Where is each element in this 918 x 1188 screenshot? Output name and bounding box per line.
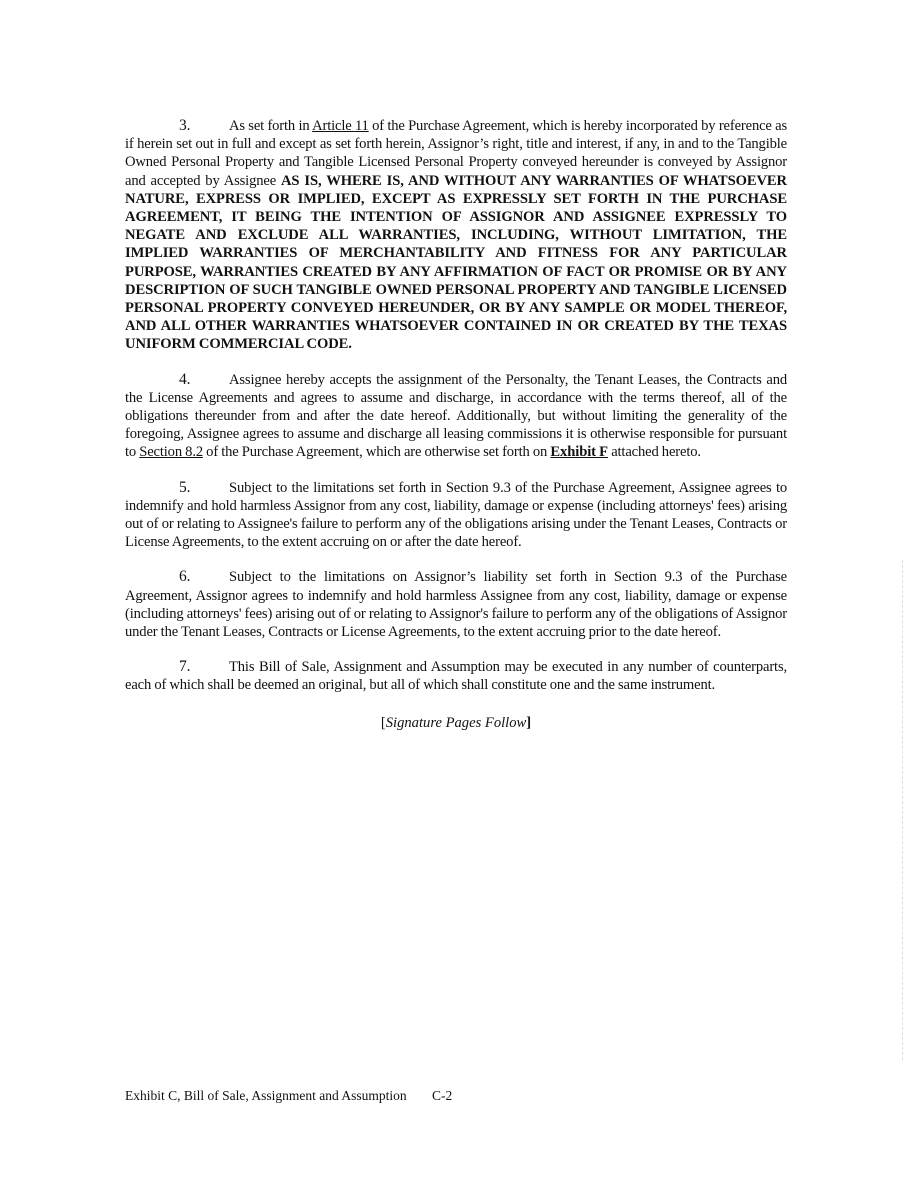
footer-title: Exhibit C, Bill of Sale, Assignment and Assumption [125, 1088, 407, 1103]
paragraph-text: of the Purchase Agreement, which is hereby incorporated by reference as if herein set out in full and except as set forth herein, Assignor’s right, title and interest, if any, in and to the Tangible Owned Personal Property and Tangible Licensed Personal Property conveyed hereunder is conveyed by Assignor and accepted by Assignee [125, 118, 787, 189]
paragraph-7 [125, 658, 787, 694]
scan-edge-artifact [902, 560, 903, 1060]
paragraph-number: 4. [179, 370, 191, 388]
paragraph-number: 7. [179, 658, 191, 676]
cross-reference-link: Article 11 [312, 118, 369, 134]
paragraph-6 [125, 568, 787, 641]
page-footer [125, 1088, 452, 1104]
paragraph-text: of the Purchase Agreement, which are otherwise set forth on [202, 444, 551, 461]
paragraph-text: This Bill of Sale, Assignment and Assumption may be executed in any number of counterparts, each of which shall be deemed an original, but all of which shall constitute one and the same instrument. [125, 659, 787, 694]
paragraph-number: 5. [179, 478, 191, 496]
bracket-open: [ [380, 714, 386, 731]
cross-reference-link: Section 8.2 [139, 444, 203, 461]
signature-note-text: Signature Pages Follow [385, 714, 527, 731]
paragraph-5 [125, 479, 787, 552]
cross-reference-link: Exhibit F [550, 444, 608, 461]
paragraph-text: Subject to the limitations set forth in Section 9.3 of the Purchase Agreement, Assignee agrees to indemnify and hold harmless Assignor from any cost, liability, damage or expense (including attorneys' fees) arising out of or relating to Assignee's failure to perform any of the obligations arising under the Tenant Leases, Contracts or License Agreements, to the extent accruing on or after the date hereof. [125, 479, 787, 551]
document-body [125, 117, 787, 732]
paragraph-number: 6. [179, 568, 191, 586]
paragraph-text: Subject to the limitations on Assignor’s liability set forth in Section 9.3 of the Purchase Agreement, Assignor agrees to indemnify and hold harmless Assignee from any cost, liability, damage or expense (including attorneys' fees) arising out of or relating to Assignor's failure to perform any of the obligations of Assignor under the Tenant Leases, Contracts or License Agreements, to the extent accruing prior to the date hereof. [125, 569, 787, 641]
paragraph-number: 3. [179, 117, 191, 134]
paragraph-4 [125, 371, 787, 462]
signature-pages-note [125, 715, 787, 732]
paragraph-text: Assignee hereby accepts the assignment of the Personalty, the Tenant Leases, the Contracts and the License Agreements and agrees to assume and discharge, in accordance with the terms thereof, all of the obligations thereunder from and after the date hereof. Additionally, but without limiting the generality of the foregoing, Assignee agrees to assume and discharge all leasing commissions it is otherwise responsible for pursuant to [125, 371, 787, 461]
paragraph-list [125, 117, 787, 695]
page-number: C-2 [432, 1088, 453, 1103]
paragraph-text: AS IS, WHERE IS, AND WITHOUT ANY WARRANTIES OF WHATSOEVER NATURE, EXPRESS OR IMPLIED, EXCEPT AS EXPRESSLY SET FORTH IN THE PURCHASE AGREEMENT, IT BEING THE INTENTION OF ASSIGNOR AND ASSIGNEE EXPRESSLY TO NEGATE AND EXCLUDE ALL WARRANTIES, INCLUDING, WITHOUT LIMITATION, THE IMPLIED WARRANTIES OF MERCHANTABILITY AND FITNESS FOR ANY PARTICULAR PURPOSE, WARRANTIES CREATED BY ANY AFFIRMATION OF FACT OR PROMISE OR BY ANY DESCRIPTION OF SUCH TANGIBLE OWNED PERSONAL PROPERTY AND TANGIBLE LICENSED PERSONAL PROPERTY CONVEYED HEREUNDER, OR BY ANY SAMPLE OR MODEL THEREOF, AND ALL OTHER WARRANTIES WHATSOEVER CONTAINED IN OR CREATED BY THE TEXAS UNIFORM COMMERCIAL CODE. [125, 172, 787, 353]
paragraph-text: attached hereto. [608, 444, 701, 461]
paragraph-text: As set forth in [229, 118, 313, 134]
bracket-close: ] [526, 714, 532, 731]
paragraph-3 [125, 117, 787, 354]
